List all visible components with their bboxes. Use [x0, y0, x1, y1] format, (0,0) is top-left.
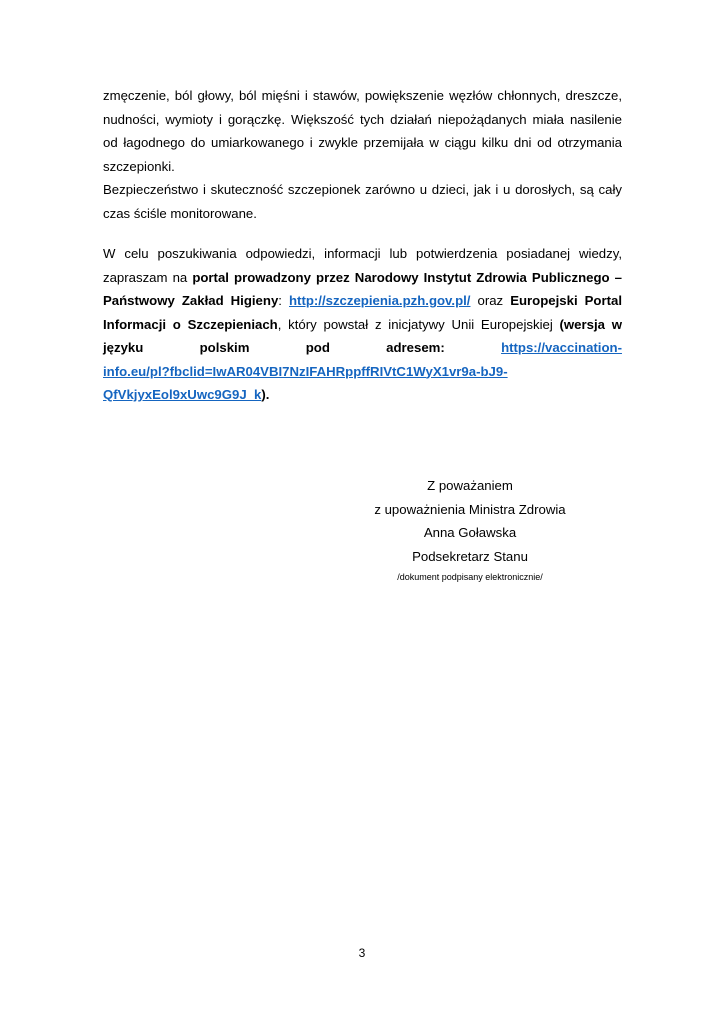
text-span: oraz [470, 293, 511, 308]
signature-name: Anna Goławska [423, 525, 517, 540]
text-span: : [278, 293, 289, 308]
text-line: zmęczenie, ból głowy, ból mięśni i stawów, powiększenie węzłów chłonnych, dreszcze, [103, 88, 622, 103]
text-line [103, 289, 622, 313]
european-portal-bold: Europejski Portal [510, 293, 623, 308]
vaccination-info-link-cont[interactable]: info.eu/pl?fbclid=IwAR04VBI7NzIFAHRppffRIVtC1WyX1vr9a-bJ9- [103, 363, 508, 379]
closing-bold: ). [261, 387, 270, 402]
word-bold: polskim [199, 340, 250, 355]
text-line [103, 313, 622, 337]
institute-name-bold: Państwowy Zakład Higieny [103, 293, 279, 308]
paragraph-resources [103, 242, 622, 407]
text-line: W celu poszukiwania odpowiedzi, informacji lub potwierdzenia posiadanej wiedzy, [103, 246, 622, 261]
signature-greeting: Z poważaniem [427, 478, 513, 493]
text-span: , który powstał z inicjatywy Unii Europejskiej [277, 316, 560, 332]
text-line [103, 360, 622, 384]
vaccination-info-link-end[interactable]: QfVkjyxEol9xUwc9G9J_k [103, 387, 262, 402]
paragraph-side-effects [103, 84, 622, 178]
european-portal-bold-cont: Informacji o Szczepieniach [103, 316, 278, 332]
text-line [103, 336, 622, 360]
pzh-link[interactable]: http://szczepienia.pzh.gov.pl/ [289, 293, 471, 308]
paragraph-safety [103, 178, 622, 225]
signature-note: /dokument podpisany elektronicznie/ [397, 572, 543, 582]
page-number: 3 [358, 946, 366, 960]
word-bold: języku [103, 340, 144, 355]
text-line: nudności, wymioty i gorączkę. Większość tych działań niepożądanych miała nasilenie [103, 111, 622, 127]
text-line: czas ściśle monitorowane. [103, 205, 257, 221]
signature-block [340, 474, 600, 586]
text-line: Bezpieczeństwo i skuteczność szczepionek zarówno u dzieci, jak i u dorosłych, są cały [103, 182, 622, 197]
word-bold: adresem: [386, 340, 445, 355]
text-line: od łagodnego do umiarkowanego i zwykle przemijała w ciągu kilku dni od otrzymania [103, 135, 622, 150]
portal-name-bold: portal prowadzony przez Narodowy Instytut Zdrowia Publicznego – [192, 269, 622, 285]
signature-authority: z upoważnienia Ministra Zdrowia [374, 501, 566, 517]
text-line [103, 266, 622, 290]
text-line: szczepionki. [103, 158, 175, 174]
vaccination-info-link[interactable]: https://vaccination- [501, 340, 622, 355]
word-bold: pod [305, 340, 330, 355]
signature-title: Podsekretarz Stanu [412, 548, 528, 564]
text-span: zapraszam na [103, 269, 193, 285]
version-bold: (wersja w [559, 316, 622, 332]
text-line [103, 383, 622, 407]
